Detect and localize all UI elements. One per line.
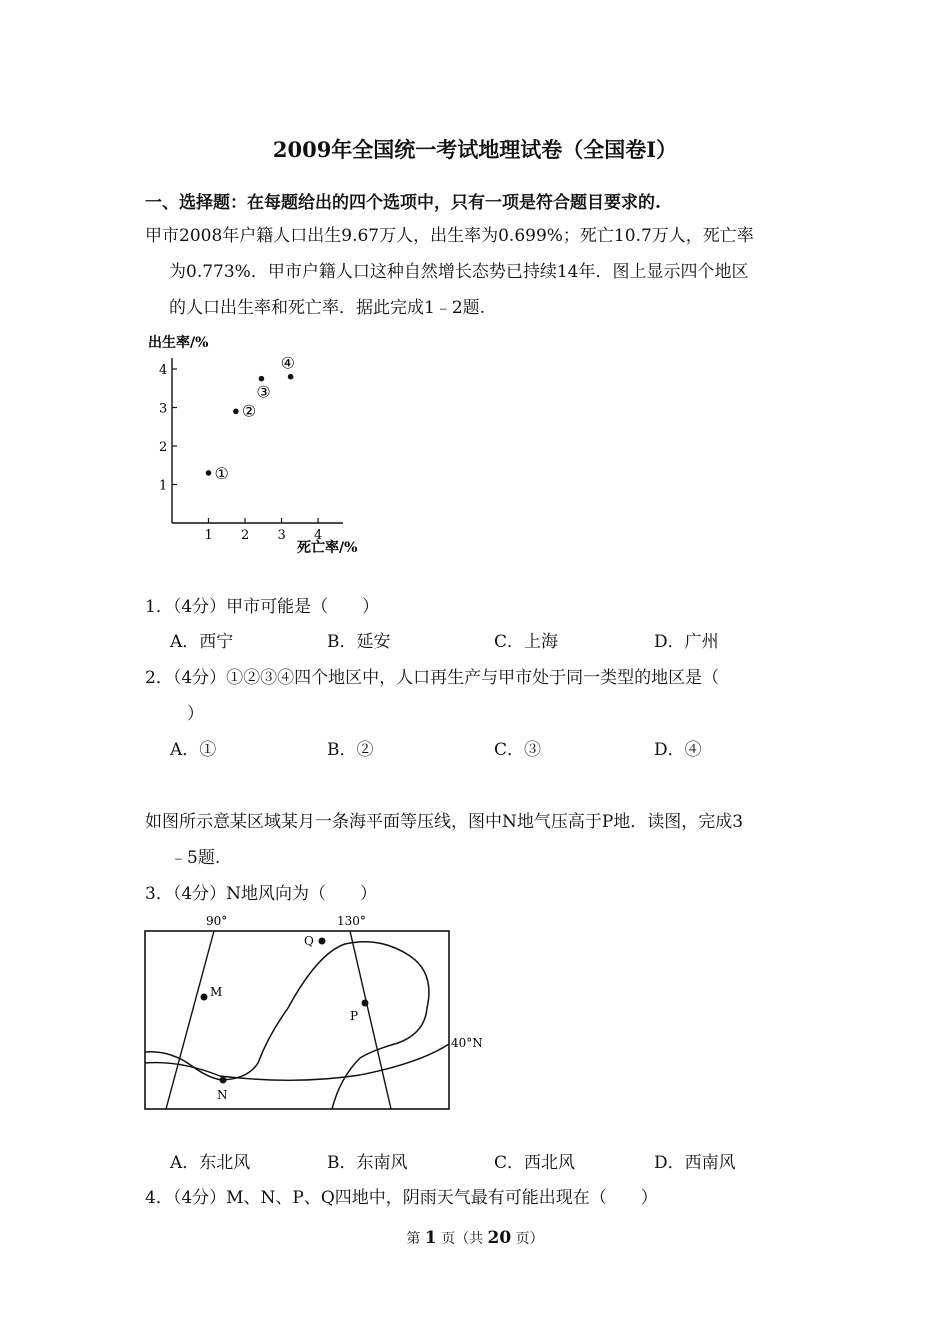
- q1-stem: 1．（4分）甲市可能是（ ）: [145, 597, 380, 617]
- passage-1-line-2: 为0.773%．甲市户籍人口这种自然增长态势已持续14年．图上显示四个地区: [169, 262, 749, 282]
- y-tick-label: 3: [159, 401, 168, 417]
- data-point-2: [233, 409, 239, 415]
- point-n-label: N: [217, 1088, 228, 1102]
- x-tick-label: 2: [241, 528, 250, 543]
- parallel-40n: [145, 1044, 449, 1080]
- passage-2-line-1: 如图所示意某区域某月一条海平面等压线，图中N地气压高于P地．读图，完成3: [145, 812, 744, 832]
- data-point-3: [259, 376, 265, 382]
- x-tick-label: 3: [277, 528, 286, 543]
- q3-option-a[interactable]: A．东北风: [170, 1153, 251, 1173]
- y-tick-label: 4: [159, 363, 168, 378]
- footer-suffix: 页）: [515, 1231, 544, 1247]
- q2-option-c[interactable]: C．③: [494, 740, 542, 760]
- data-points: [206, 354, 295, 483]
- x-axis-label: 死亡率/%: [297, 540, 358, 556]
- footer-prefix: 第: [406, 1231, 421, 1247]
- point-n-dot: [220, 1077, 227, 1084]
- isobar-line: [145, 942, 429, 1109]
- point-p-dot: [362, 1000, 369, 1007]
- point-p-label: P: [350, 1009, 359, 1023]
- label-lon-90: 90°: [206, 914, 228, 928]
- page-footer: [0, 1228, 950, 1248]
- label-lon-130: 130°: [337, 914, 366, 928]
- data-point-4: [288, 374, 294, 380]
- data-point-label-1: ①: [214, 463, 229, 483]
- q1-option-a[interactable]: A．西宁: [170, 632, 234, 652]
- y-tick-label: 1: [159, 478, 168, 494]
- point-m-label: M: [210, 985, 223, 999]
- q2-option-d[interactable]: D．④: [654, 740, 702, 760]
- passage-1: [145, 218, 810, 326]
- meridian-90: [166, 931, 214, 1109]
- label-lat-40n: 40°N: [451, 1036, 483, 1050]
- page-title: 2009年全国统一考试地理试卷（全国卷Ⅰ）: [272, 137, 678, 162]
- q1-option-b[interactable]: B．延安: [327, 632, 391, 652]
- passage-2-line-2: ﹣5题.: [170, 848, 221, 868]
- y-ticks: [159, 363, 177, 494]
- data-point-label-2: ②: [241, 401, 257, 421]
- q2-stem-line-1: 2．（4分）①②③④四个地区中，人口再生产与甲市处于同一类型的地区是（: [145, 668, 720, 688]
- q3-option-b[interactable]: B．东南风: [327, 1153, 408, 1173]
- q3-option-c[interactable]: C．西北风: [494, 1153, 576, 1173]
- q4-stem: 4．（4分）M、N、P、Q四地中，阴雨天气最有可能出现在（ ）: [145, 1188, 658, 1208]
- x-tick-label: 1: [204, 528, 213, 543]
- q2-option-a[interactable]: A．①: [170, 740, 217, 760]
- point-m-dot: [201, 994, 208, 1001]
- q2-stem-line-2: ）: [187, 704, 204, 724]
- q3-option-d[interactable]: D．西南风: [654, 1153, 736, 1173]
- passage-1-line-3: 的人口出生率和死亡率．据此完成1﹣2题.: [169, 298, 486, 318]
- footer-mid: 页（共: [441, 1231, 484, 1247]
- y-axis-label: 出生率/%: [148, 335, 209, 351]
- q1-option-d[interactable]: D．广州: [654, 632, 719, 652]
- q1-option-c[interactable]: C．上海: [494, 632, 559, 652]
- x-tick-label: 4: [314, 528, 323, 543]
- point-q-label: Q: [304, 934, 314, 948]
- footer-page-number: 1: [424, 1228, 437, 1248]
- isobar-map: [140, 908, 500, 1118]
- data-point-1: [206, 470, 212, 476]
- section-heading: 一、选择题：在每题给出的四个选项中，只有一项是符合题目要求的.: [145, 193, 661, 213]
- data-point-label-4: ④: [280, 353, 295, 373]
- q3-stem: 3．（4分）N地风向为（ ）: [145, 884, 378, 904]
- q2-option-b[interactable]: B．②: [327, 740, 374, 760]
- data-point-label-3: ③: [256, 382, 271, 402]
- y-tick-label: 2: [159, 440, 168, 455]
- birth-death-rate-chart: [145, 330, 375, 560]
- footer-total-pages: 20: [487, 1228, 512, 1248]
- point-q-dot: [319, 938, 326, 945]
- passage-1-line-1: 甲市2008年户籍人口出生9.67万人，出生率为0.699%；死亡10.7万人，死亡率: [145, 226, 754, 246]
